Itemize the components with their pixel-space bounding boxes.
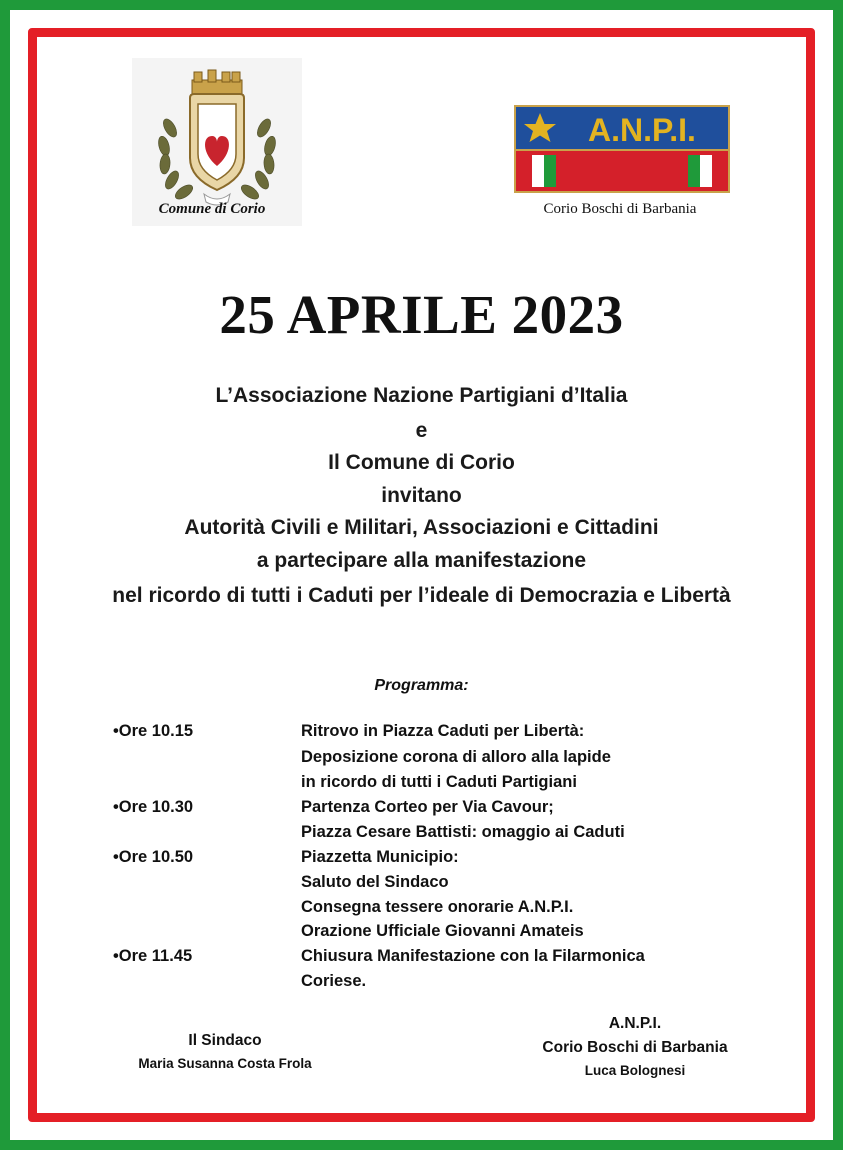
signature-right-section: Corio Boschi di Barbania — [542, 1039, 728, 1056]
invitation-line: nel ricordo di tutti i Caduti per l’ideale di Democrazia e Libertà — [112, 584, 731, 607]
program-line: Orazione Ufficiale Giovanni Amateis — [301, 922, 584, 940]
invitation-line: Autorità Civili e Militari, Associazioni e Cittadini — [184, 516, 659, 539]
program-line: Partenza Corteo per Via Cavour; — [301, 798, 554, 816]
program-line: Deposizione corona di alloro alla lapide — [301, 748, 611, 766]
invitation-line: L’Associazione Nazione Partigiani d’Italia — [215, 384, 628, 407]
signature-left-name: Maria Susanna Costa Frola — [138, 1056, 312, 1071]
anpi-logo — [514, 105, 730, 193]
signature-left-role: Il Sindaco — [188, 1032, 262, 1049]
program-line: Consegna tessere onorarie A.N.P.I. — [301, 898, 574, 916]
signature-right-org: A.N.P.I. — [608, 1015, 662, 1032]
program-time: •Ore 11.45 — [113, 947, 193, 965]
program-line: Saluto del Sindaco — [301, 873, 449, 891]
program-line: Piazzetta Municipio: — [301, 848, 459, 866]
anpi-caption: Corio Boschi di Barbania — [543, 201, 697, 217]
program-line: Chiusura Manifestazione con la Filarmonica — [301, 947, 645, 965]
program-line: Coriese. — [301, 972, 367, 990]
program-line: in ricordo di tutti i Caduti Partigiani — [301, 773, 577, 791]
invitation-line: Il Comune di Corio — [328, 451, 515, 474]
program-time: •Ore 10.15 — [113, 722, 194, 740]
invitation-line: e — [415, 419, 428, 442]
program-line: Piazza Cesare Battisti: omaggio ai Caduti — [301, 823, 625, 841]
invitation-line: invitano — [381, 484, 462, 507]
program-line: Ritrovo in Piazza Caduti per Libertà: — [301, 722, 585, 740]
comune-caption: Comune di Corio — [158, 201, 266, 217]
program-time: •Ore 10.50 — [113, 848, 194, 866]
signature-right-name: Luca Bolognesi — [584, 1063, 686, 1078]
anpi-logo-text: A.N.P.I. — [588, 112, 696, 148]
programma-title: Programma: — [374, 677, 469, 694]
program-time: •Ore 10.30 — [113, 798, 194, 816]
page-title: 25 APRILE 2023 — [219, 284, 624, 345]
invitation-line: a partecipare alla manifestazione — [256, 549, 587, 572]
